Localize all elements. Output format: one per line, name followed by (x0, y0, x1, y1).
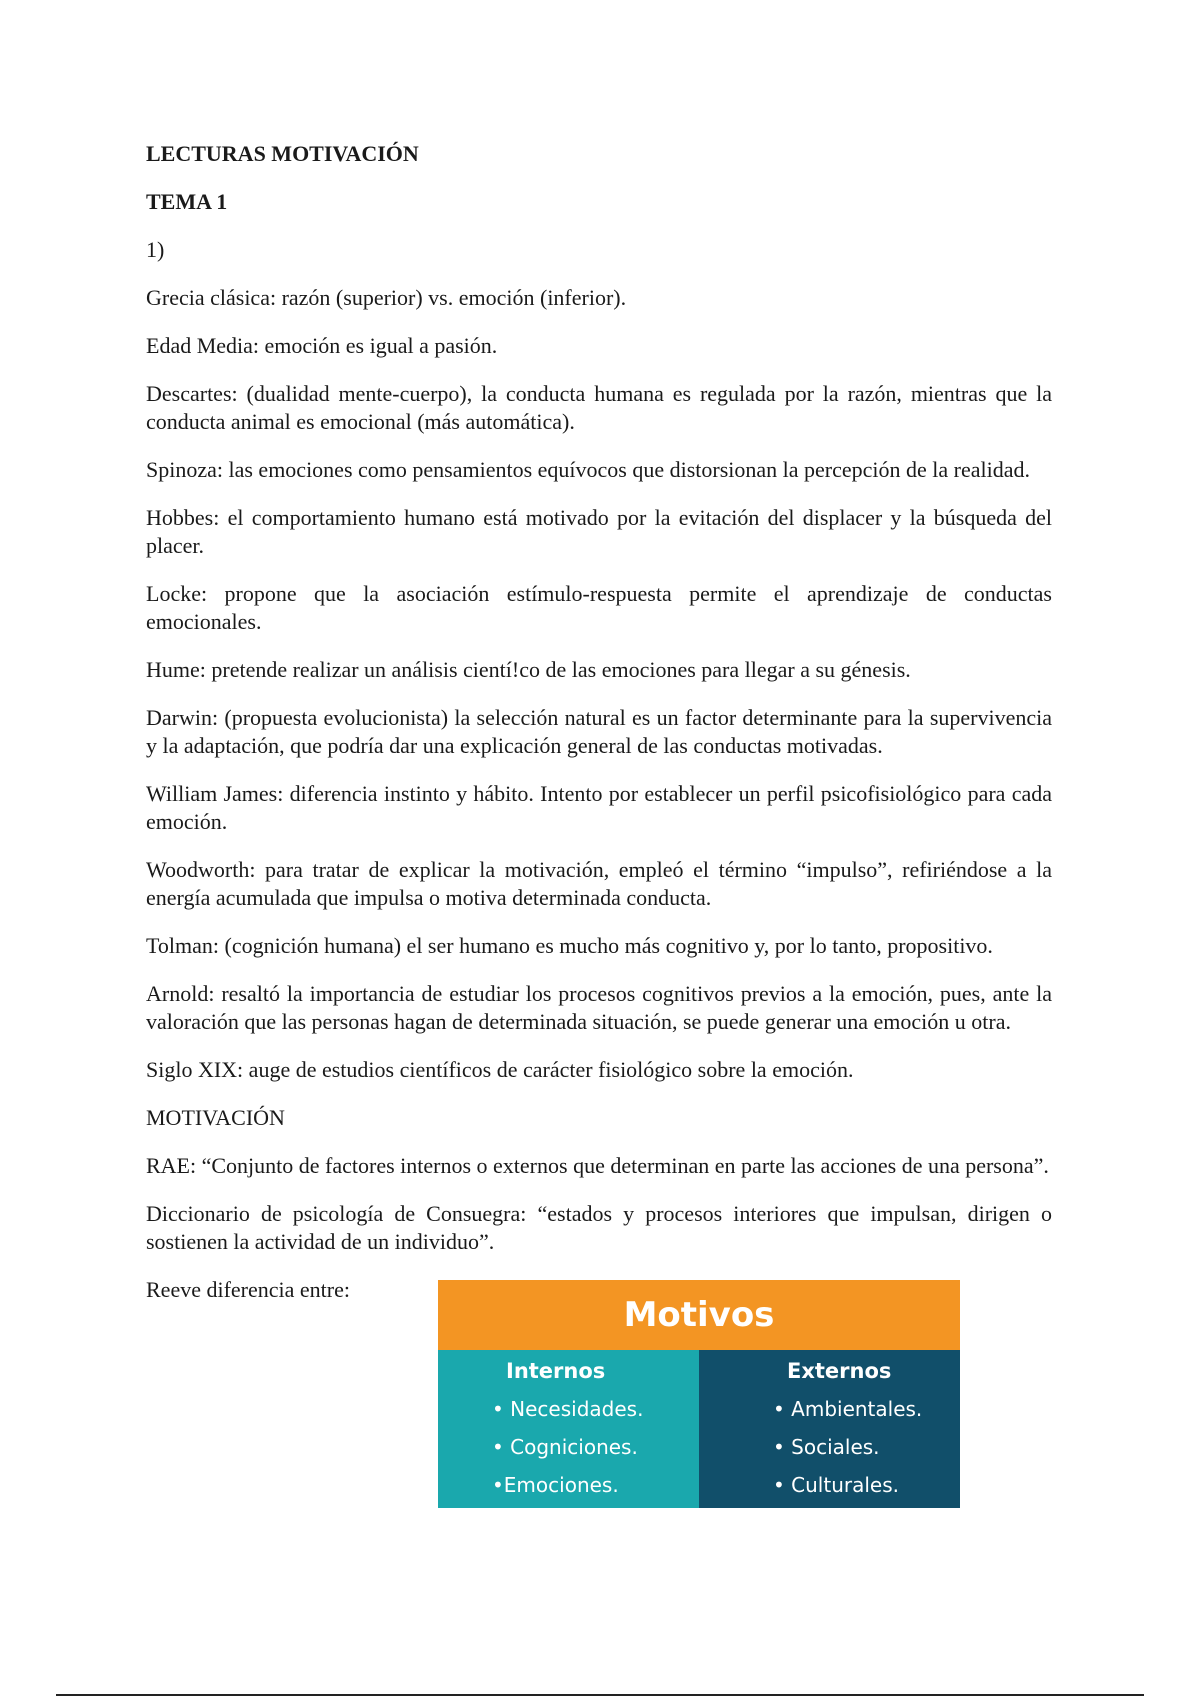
motives-title: Motivos (438, 1280, 960, 1350)
list-item: • Culturales. (773, 1473, 899, 1497)
paragraph: Diccionario de psicología de Consuegra: “estados y procesos interiores que impulsan, dirigen o sostienen la actividad de un individuo”. (146, 1201, 1052, 1254)
paragraph: Arnold: resaltó la importancia de estudiar los procesos cognitivos previos a la emoción, pues, ante la valoración que las personas hagan de determinada situación, se puede generar una emoción u otra. (146, 981, 1052, 1034)
external-list (699, 1390, 960, 1504)
external-column (699, 1350, 960, 1508)
paragraph: Grecia clásica: razón (superior) vs. emoción (inferior). (146, 285, 627, 310)
lead-text: Reeve diferencia entre: (146, 1277, 350, 1302)
paragraph: Locke: propone que la asociación estímulo-respuesta permite el aprendizaje de conductas emocionales. (146, 581, 1052, 634)
document-content (146, 140, 1052, 1516)
paragraph: Siglo XIX: auge de estudios científicos de carácter fisiológico sobre la emoción. (146, 1057, 854, 1082)
page-bottom-rule (56, 1694, 1144, 1696)
section-number: 1) (146, 237, 165, 262)
paragraph: Hume: pretende realizar un análisis cientí!co de las emociones para llegar a su génesis. (146, 657, 911, 682)
list-item: • Cogniciones. (492, 1435, 638, 1459)
internal-list (438, 1390, 699, 1504)
list-item: •Emociones. (492, 1473, 619, 1497)
internal-column (438, 1350, 699, 1508)
paragraph: Descartes: (dualidad mente-cuerpo), la conducta humana es regulada por la razón, mientras que la conducta animal es emocional (más automática). (146, 381, 1052, 434)
paragraph: Hobbes: el comportamiento humano está motivado por la evitación del displacer y la búsqueda del placer. (146, 505, 1052, 558)
paragraph: Edad Media: emoción es igual a pasión. (146, 333, 498, 358)
document-title: LECTURAS MOTIVACIÓN (146, 141, 419, 166)
list-item: • Ambientales. (773, 1397, 923, 1421)
motives-table (438, 1280, 960, 1508)
paragraph: Tolman: (cognición humana) el ser humano es mucho más cognitivo y, por lo tanto, propositivo. (146, 933, 993, 958)
motives-columns (438, 1350, 960, 1508)
paragraph: Woodworth: para tratar de explicar la motivación, empleó el término “impulso”, refiriéndose a la energía acumulada que impulsa o motiva determinada conducta. (146, 857, 1052, 910)
paragraph: Spinoza: las emociones como pensamientos equívocos que distorsionan la percepción de la realidad. (146, 457, 1031, 482)
motives-section (146, 1276, 1052, 1516)
paragraph: William James: diferencia instinto y hábito. Intento por establecer un perfil psicofisiológico para cada emoción. (146, 781, 1052, 834)
document-subtitle: TEMA 1 (146, 189, 228, 214)
internal-title: Internos (506, 1359, 606, 1383)
paragraph: Darwin: (propuesta evolucionista) la selección natural es un factor determinante para la supervivencia y la adaptación, que podría dar una explicación general de las conductas motivadas. (146, 705, 1052, 758)
list-item: • Sociales. (773, 1435, 880, 1459)
external-title: Externos (787, 1359, 892, 1383)
section-heading: MOTIVACIÓN (146, 1105, 285, 1130)
list-item: • Necesidades. (492, 1397, 644, 1421)
paragraph: RAE: “Conjunto de factores internos o externos que determinan en parte las acciones de una persona”. (146, 1153, 1049, 1178)
